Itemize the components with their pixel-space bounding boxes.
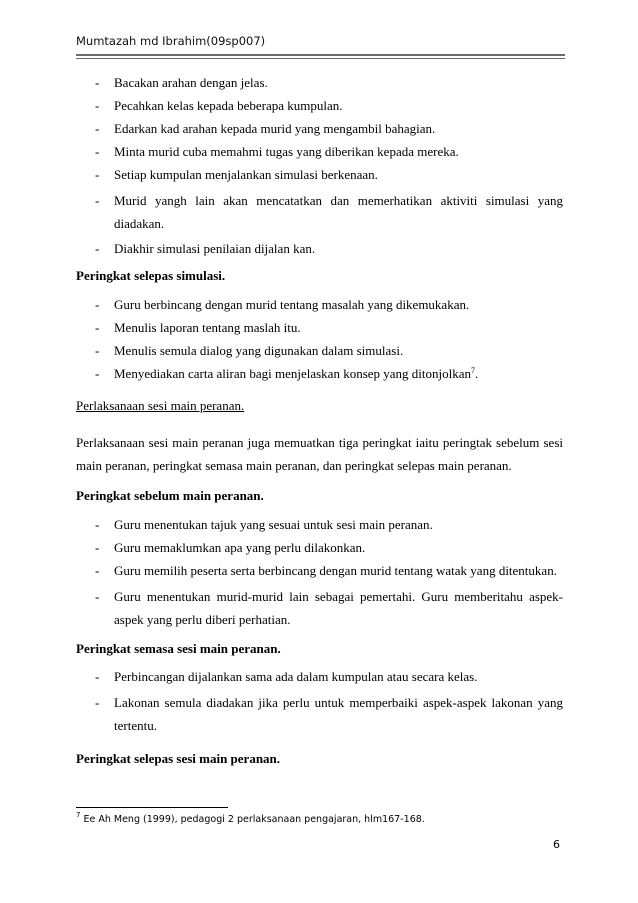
during-role-play-list [76, 668, 563, 737]
list-item: - Menulis laporan tentang maslah itu. [76, 319, 563, 337]
header-rule-thick [76, 54, 565, 56]
list-item: - Lakonan semula diadakan jika perlu untuk memperbaiki aspek-aspek lakonan yang tertentu. [76, 691, 563, 737]
footnote-marker: 7 [471, 366, 476, 375]
footnote [76, 811, 425, 825]
list-item: - Menulis semula dialog yang digunakan dalam simulasi. [76, 342, 563, 360]
section-heading: Peringkat selepas sesi main peranan. [76, 751, 281, 766]
footnote-text: Ee Ah Meng (1999), pedagogi 2 perlaksanaan pengajaran, hlm167-168. [80, 814, 425, 825]
list-item: - Perbincangan dijalankan sama ada dalam kumpulan atau secara kelas. [76, 668, 563, 686]
list-item: - Bacakan arahan dengan jelas. [76, 74, 563, 92]
section-heading: Peringkat selepas simulasi. [76, 268, 226, 283]
list-item: - Guru menentukan tajuk yang sesuai untuk sesi main peranan. [76, 516, 563, 534]
footnote-separator [76, 807, 228, 808]
paragraph [76, 431, 563, 477]
footnote-number: 7 [76, 811, 81, 819]
list-item: - Murid yangh lain akan mencatatkan dan memerhatikan aktiviti simulasi yang diadakan. [76, 189, 563, 235]
page-number: 6 [553, 838, 560, 851]
list-item: - Guru berbincang dengan murid tentang masalah yang dikemukakan. [76, 296, 563, 314]
list-item: - Minta murid cuba memahmi tugas yang diberikan kepada mereka. [76, 143, 563, 161]
list-item-end: . [475, 366, 479, 381]
before-role-play-list [76, 516, 563, 631]
list-item: - Guru memilih peserta serta berbincang dengan murid tentang watak yang ditentukan. [76, 562, 563, 580]
post-simulation-list [76, 296, 563, 383]
section-heading: Perlaksanaan sesi main peranan. [76, 398, 245, 413]
list-item-text: Menyediakan carta aliran bagi menjelaskan konsep yang ditonjolkan [114, 366, 472, 381]
list-item: - Diakhir simulasi penilaian dijalan kan. [76, 240, 563, 258]
list-item: - Setiap kumpulan menjalankan simulasi berkenaan. [76, 166, 563, 184]
activity-steps-list [76, 74, 563, 258]
section-heading: Peringkat semasa sesi main peranan. [76, 641, 281, 656]
paragraph-text: Perlaksanaan sesi main peranan juga memuatkan tiga peringkat iaitu peringtak sebelum sesi main peranan, peringkat semasa main peranan, dan peringkat selepas main peranan. [76, 435, 563, 473]
page-header: Mumtazah md Ibrahim(09sp007) [76, 34, 266, 48]
list-item [76, 365, 563, 383]
header-rule-thin [76, 58, 565, 59]
list-item: - Edarkan kad arahan kepada murid yang mengambil bahagian. [76, 120, 563, 138]
list-item: - Guru menentukan murid-murid lain sebagai pemertahi. Guru memberitahu aspek-aspek yang perlu diberi perhatian. [76, 585, 563, 631]
list-item: - Pecahkan kelas kepada beberapa kumpulan. [76, 97, 563, 115]
section-heading: Peringkat sebelum main peranan. [76, 488, 264, 503]
list-item: - Guru memaklumkan apa yang perlu dilakonkan. [76, 539, 563, 557]
